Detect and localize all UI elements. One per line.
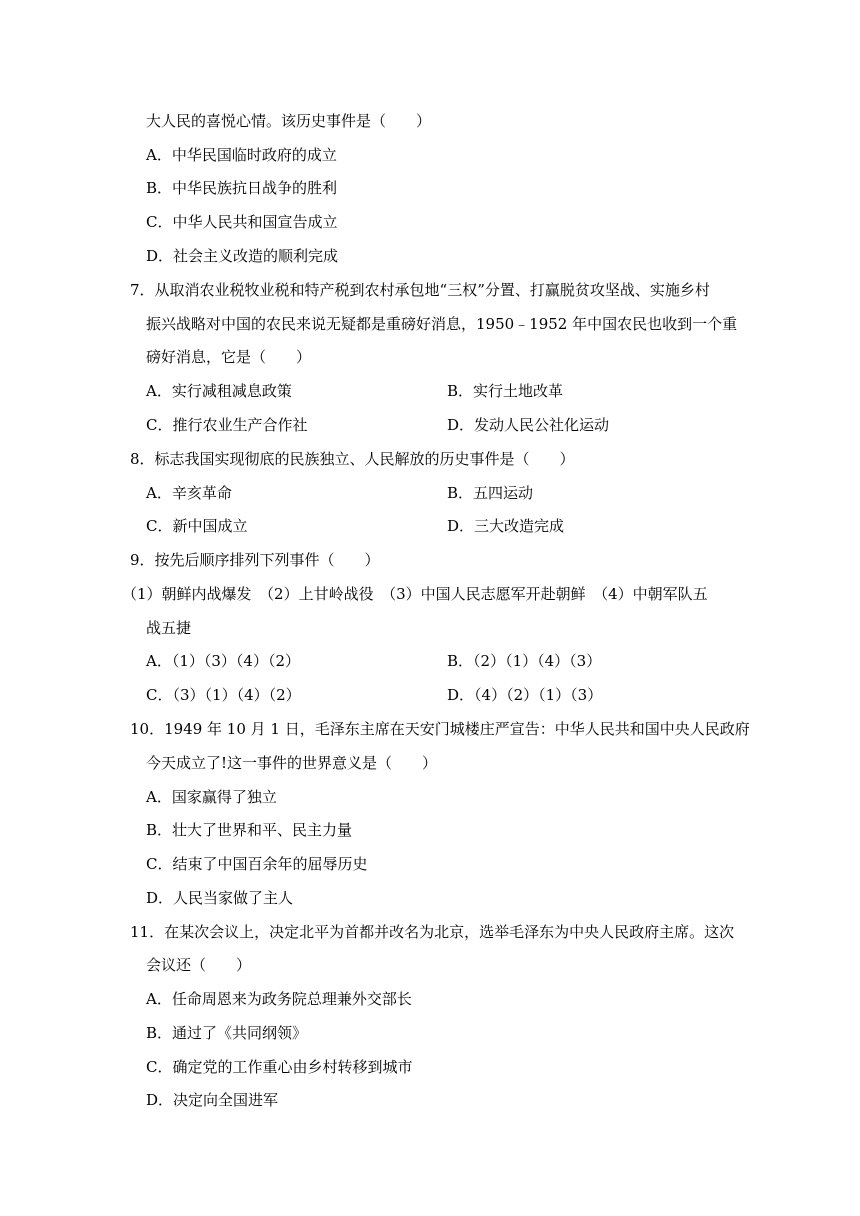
question-9-option-b: B．（2）（1）（4）（3） [447,652,602,670]
question-11-option-b: B．通过了《共同纲领》 [146,1024,308,1042]
question-6-option-d: D．社会主义改造的顺利完成 [146,247,339,265]
question-9-option-c: C．（3）（1）（4）（2） [146,686,301,704]
question-7-option-b: B．实行土地改革 [447,382,564,400]
question-8-option-d: D．三大改造完成 [447,517,565,535]
question-7-option-c: C．推行农业生产合作社 [146,416,308,434]
question-7-stem-line-3: 磅好消息，它是（ ） [146,348,312,366]
question-9-events: （1）朝鲜内战爆发 （2）上甘岭战役 （3）中国人民志愿军开赴朝鲜 （4）中朝军队五 [122,585,708,603]
question-9-stem: 9．按先后顺序排列下列事件（ ） [130,551,380,569]
question-9-events-line-2: 战五捷 [146,619,192,637]
question-11-option-a: A．任命周恩来为政务院总理兼外交部长 [146,990,412,1008]
question-6-option-b: B．中华民族抗日战争的胜利 [146,179,338,197]
question-10-stem-line-2: 今天成立了!这一事件的世界意义是（ ） [146,754,438,772]
question-10-stem: 10．1949 年 10 月 1 日，毛泽东主席在天安门城楼庄严宣告：中华人民共和国中央人民政府 [130,720,750,738]
question-7-stem-line-2: 振兴战略对中国的农民来说无疑都是重磅好消息，1950﹣1952 年中国农民也收到一个重 [146,315,738,333]
question-11-stem: 11．在某次会议上，决定北平为首都并改名为北京，选举毛泽东为中央人民政府主席。这次 [130,923,735,941]
question-10-option-c: C．结束了中国百余年的屈辱历史 [146,855,368,873]
question-11-stem-line-2: 会议还（ ） [146,956,252,974]
question-6-option-c: C．中华人民共和国宣告成立 [146,213,338,231]
question-8-option-a: A．辛亥革命 [146,484,232,502]
question-8-stem: 8．标志我国实现彻底的民族独立、人民解放的历史事件是（ ） [130,450,575,468]
question-6-stem-end: 大人民的喜悦心情。该历史事件是（ ） [146,112,432,130]
question-9-option-d: D．（4）（2）（1）（3） [447,686,603,704]
question-9-option-a: A．（1）（3）（4）（2） [146,652,301,670]
question-10-option-a: A．国家赢得了独立 [146,788,277,806]
question-11-option-c: C．确定党的工作重心由乡村转移到城市 [146,1058,413,1076]
question-8-option-c: C．新中国成立 [146,517,248,535]
question-8-option-b: B．五四运动 [447,484,534,502]
question-7-option-a: A．实行减租减息政策 [146,382,292,400]
question-11-option-d: D．决定向全国进军 [146,1091,279,1109]
question-6-option-a: A．中华民国临时政府的成立 [146,146,337,164]
question-7-option-d: D．发动人民公社化运动 [447,416,610,434]
question-7-stem: 7．从取消农业税牧业税和特产税到农村承包地“三权”分置、打赢脱贫攻坚战、实施乡村 [130,281,710,299]
question-10-option-d: D．人民当家做了主人 [146,889,294,907]
question-10-option-b: B．壮大了世界和平、民主力量 [146,821,353,839]
